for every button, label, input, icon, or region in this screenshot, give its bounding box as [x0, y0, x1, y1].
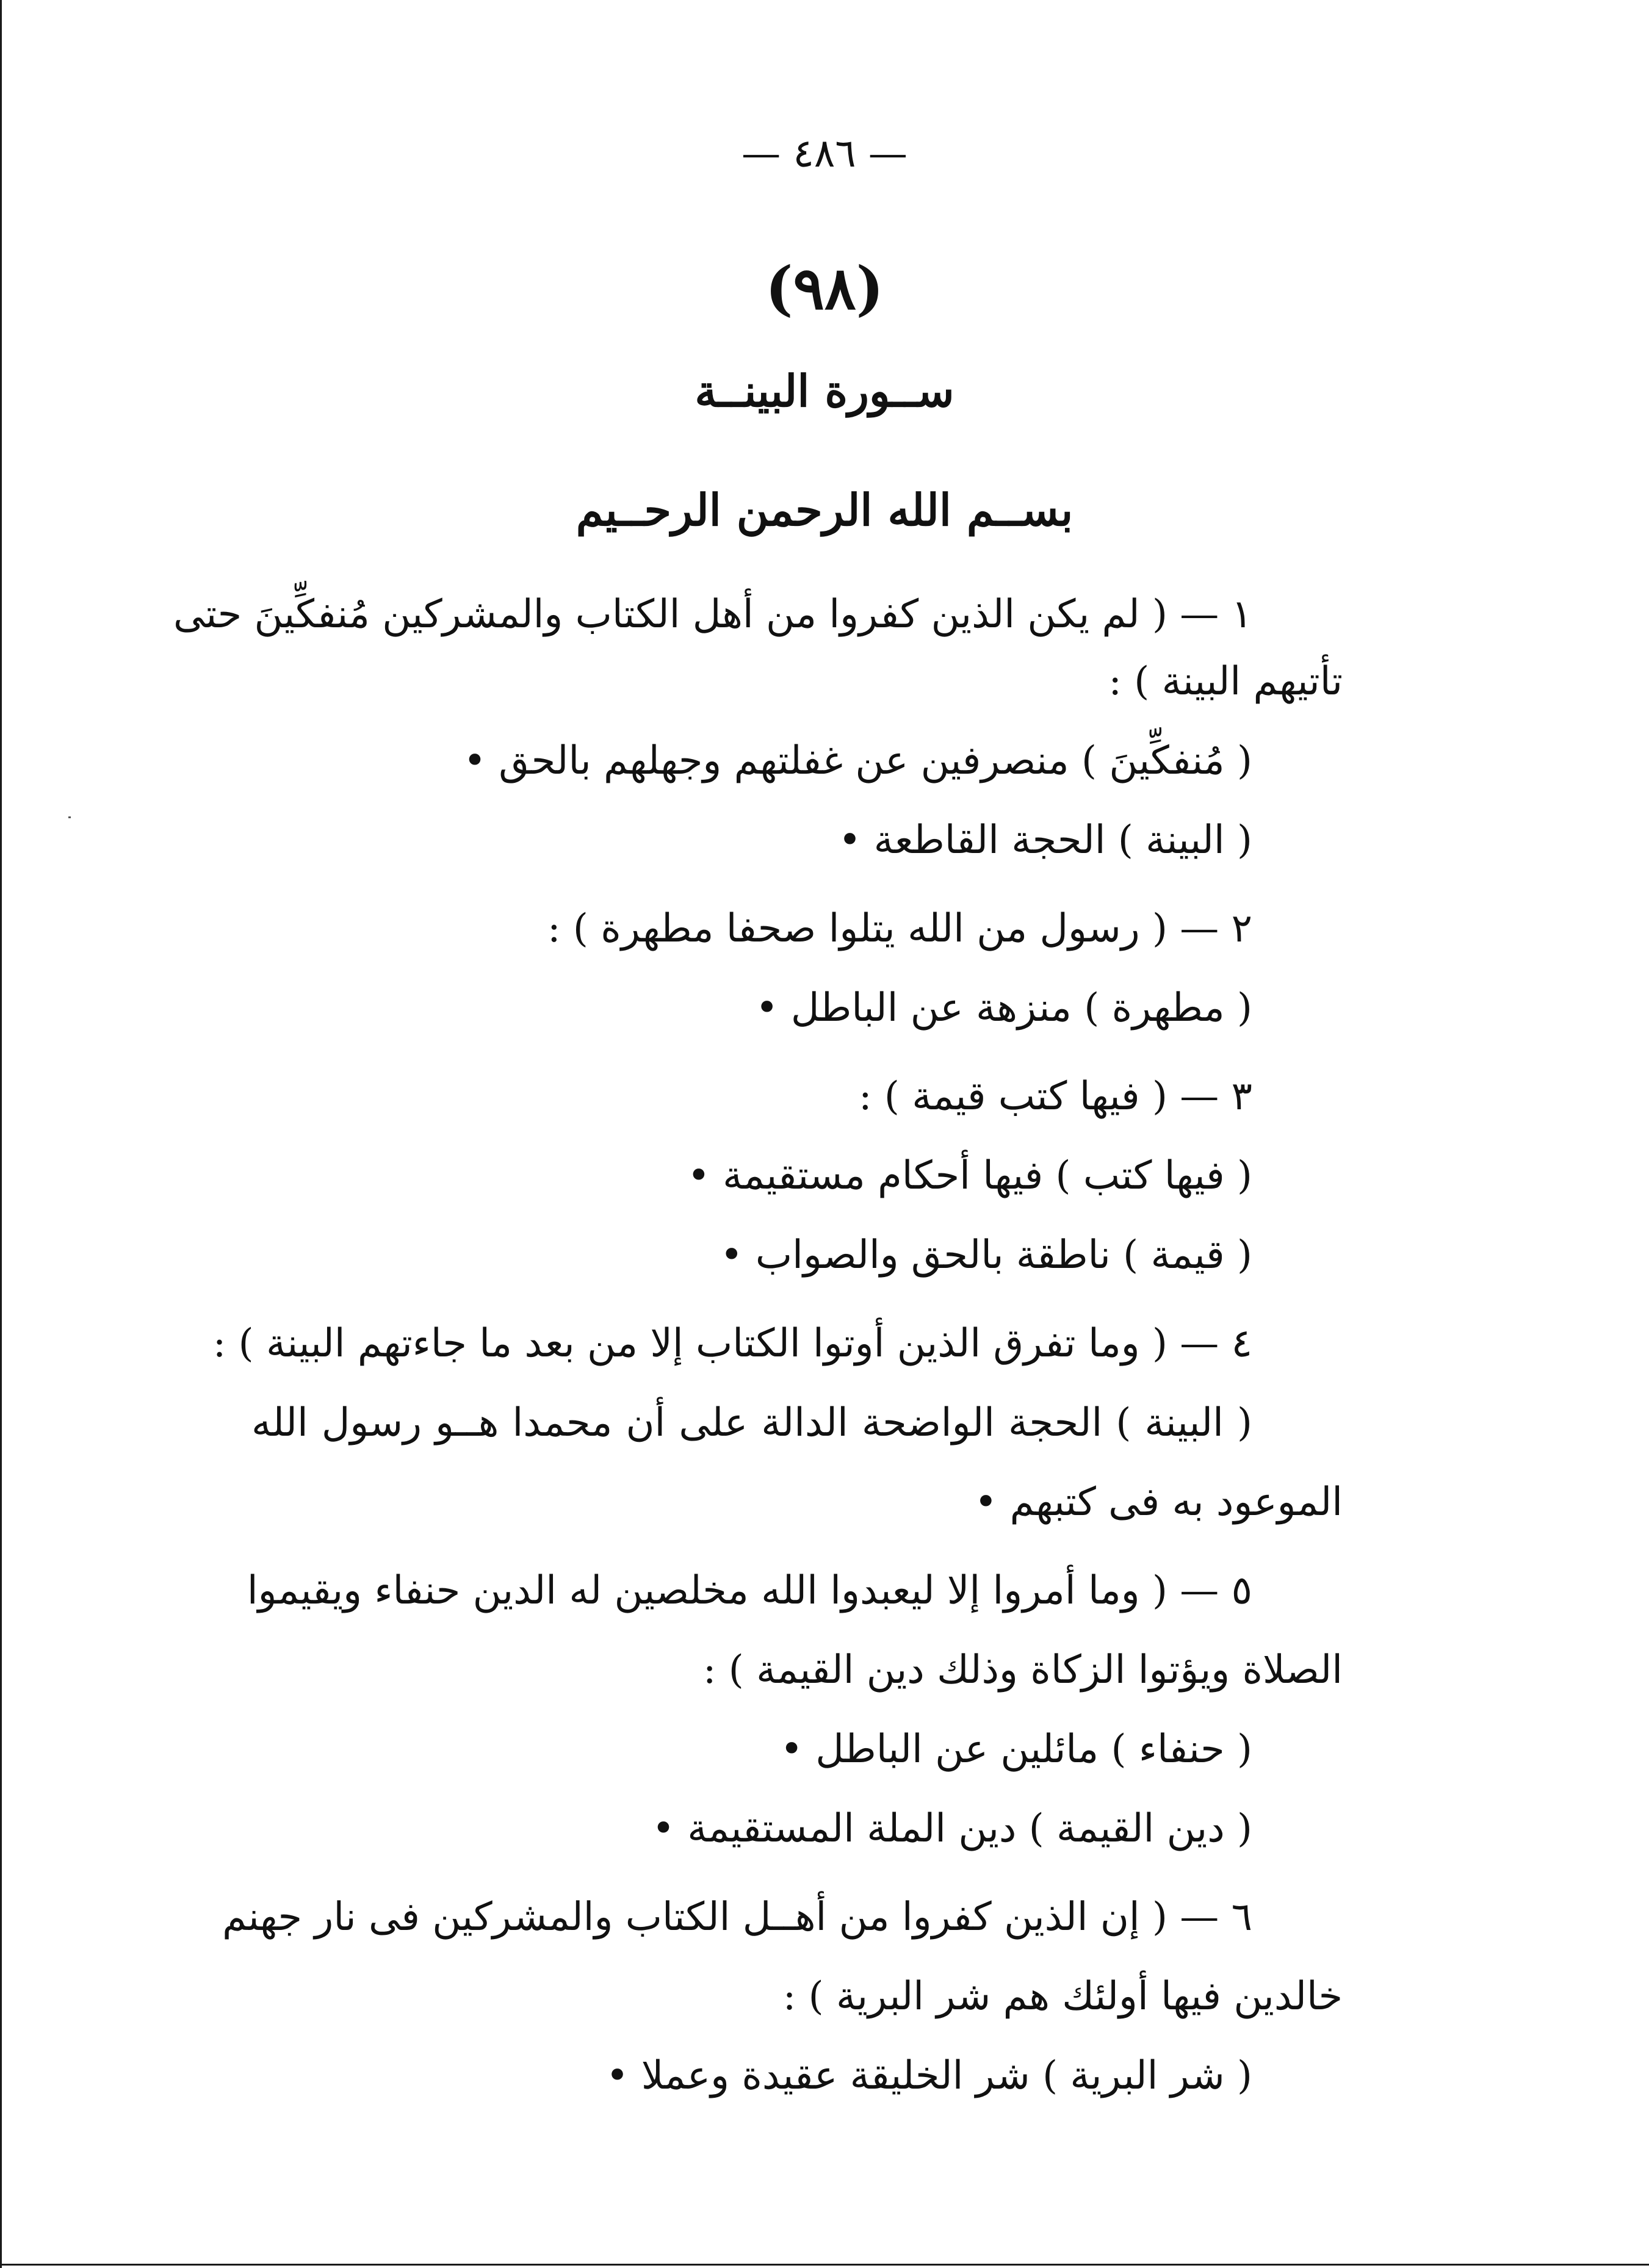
- verse-4: ٤ — ( وما تفرق الذين أوتوا الكتاب إلا من بعد ما جاءتهم البينة ) :: [212, 1321, 1252, 1366]
- gloss-bayyina-1: ( البينة ) الحجة القاطعة •: [838, 818, 1252, 863]
- gloss-hunafa: ( حنفاء ) مائلين عن الباطل •: [780, 1727, 1252, 1772]
- basmala: بســم الله الرحمن الرحــيم: [576, 484, 1073, 536]
- gloss-fiha-kutub: ( فيها كتب ) فيها أحكام مستقيمة •: [687, 1153, 1252, 1198]
- page-number: — ٤٨٦ —: [742, 131, 907, 176]
- gloss-mutahhara: ( مطهرة ) منزهة عن الباطل •: [755, 985, 1252, 1031]
- page-left-border: [0, 0, 2, 2268]
- scan-speck: [68, 816, 71, 818]
- sura-title: ســورة البينــة: [695, 365, 954, 417]
- sura-number: (٩٨): [765, 254, 884, 323]
- gloss-qayyima: ( قيمة ) ناطقة بالحق والصواب •: [720, 1233, 1252, 1278]
- gloss-din-alqayyima: ( دين القيمة ) دين الملة المستقيمة •: [652, 1806, 1252, 1851]
- gloss-bayyina-2-line-2: الموعود به فى كتبهم •: [974, 1480, 1343, 1525]
- verse-2: ٢ — ( رسول من الله يتلوا صحفا مطهرة ) :: [547, 906, 1252, 951]
- gloss-sharr-albariyya: ( شر البرية ) شر الخليقة عقيدة وعملا •: [605, 2053, 1252, 2098]
- verse-1-line-1: ١ — ( لم يكن الذين كفروا من أهل الكتاب والمشركين مُنفكِّينَ حتى: [173, 592, 1252, 637]
- verse-6-line-2: خالدين فيها أولئك هم شر البرية ) :: [782, 1974, 1343, 2019]
- verse-5-line-1: ٥ — ( وما أمروا إلا ليعبدوا الله مخلصين له الدين حنفاء ويقيموا: [247, 1568, 1252, 1613]
- verse-6-line-1: ٦ — ( إن الذين كفروا من أهــل الكتاب والمشركين فى نار جهنم: [222, 1895, 1252, 1940]
- page-bottom-border: [0, 2264, 1649, 2266]
- verse-1-line-2: تأتيهم البينة ) :: [1108, 659, 1343, 704]
- verse-5-line-2: الصلاة ويؤتوا الزكاة وذلك دين القيمة ) :: [702, 1647, 1343, 1693]
- gloss-munfakkin: ( مُنفكِّينَ ) منصرفين عن غفلتهم وجهلهم بالحق •: [463, 738, 1252, 783]
- gloss-bayyina-2-line-1: ( البينة ) الحجة الواضحة الدالة على أن محمدا هــو رسول الله: [251, 1400, 1252, 1445]
- verse-3: ٣ — ( فيها كتب قيمة ) :: [858, 1074, 1252, 1119]
